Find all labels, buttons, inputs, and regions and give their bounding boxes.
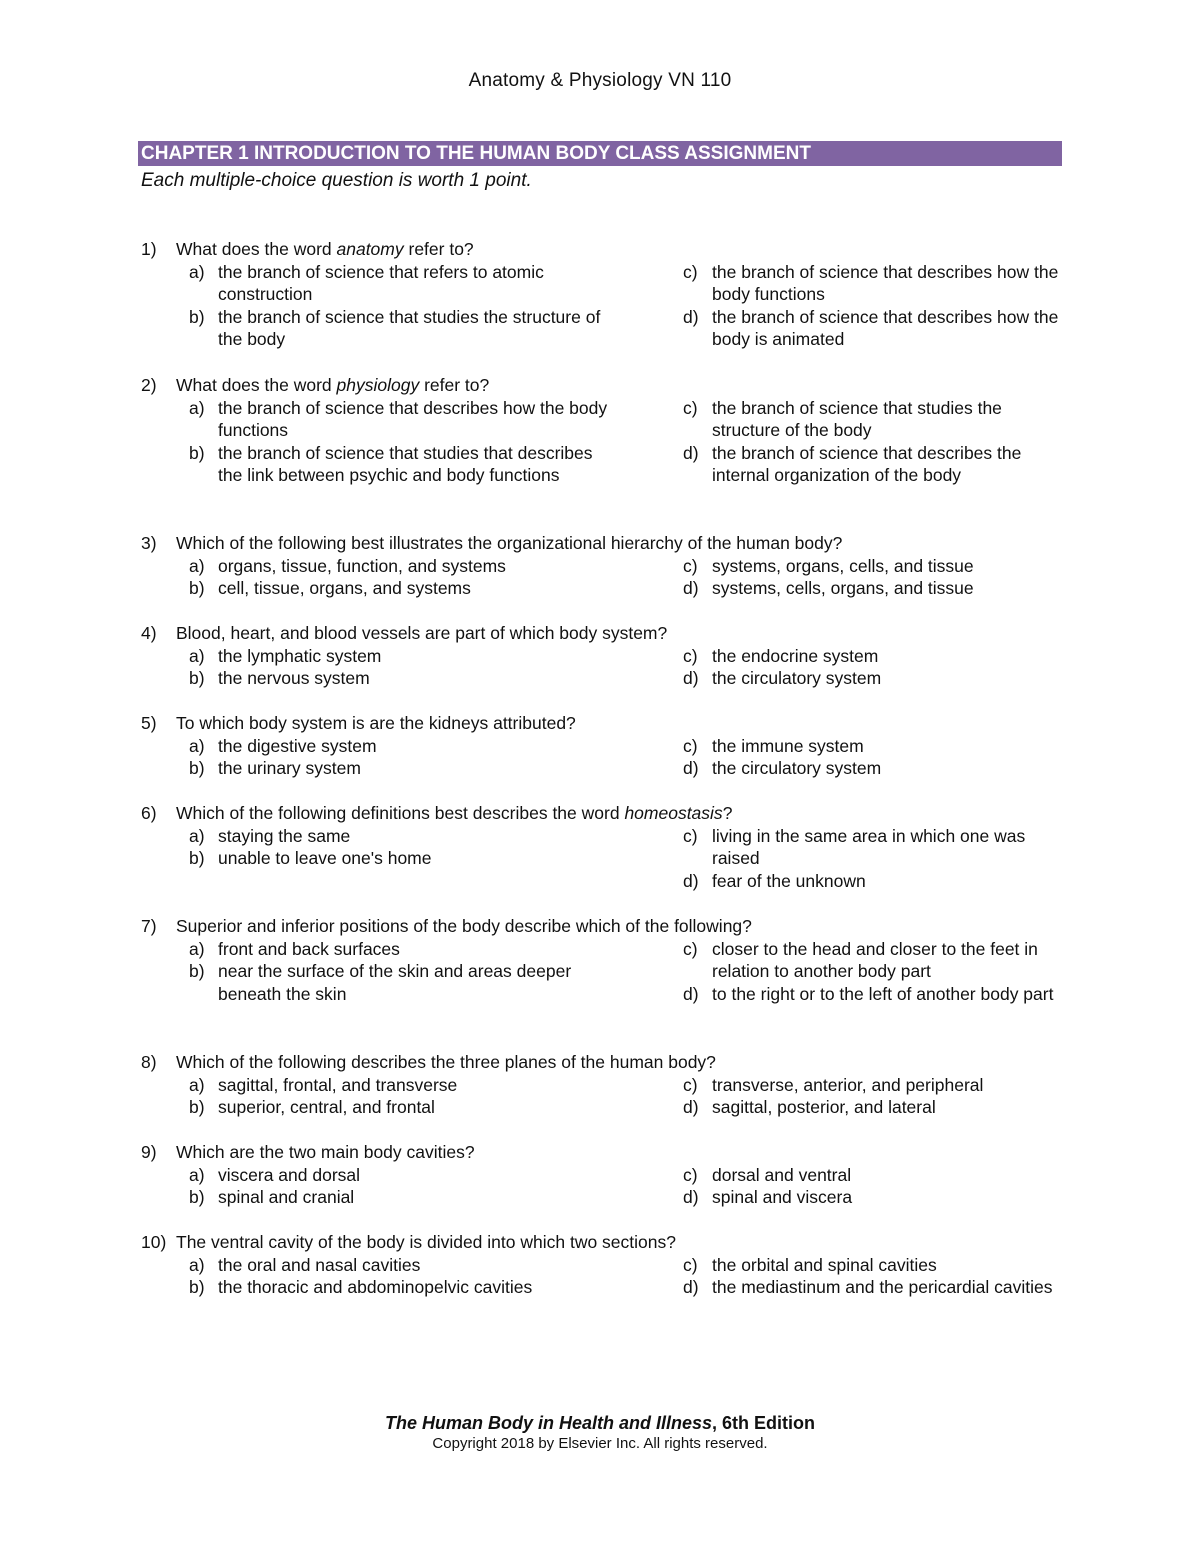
options-left-column — [189, 1074, 609, 1119]
question-number: 7) — [141, 916, 157, 936]
option-b[interactable]: b) the urinary system — [189, 758, 361, 779]
option-b[interactable]: b) the thoracic and abdominopelvic cavities — [189, 1277, 533, 1298]
option-d[interactable]: d) to the right or to the left of another body part — [683, 983, 1054, 1004]
stem-emphasis: homeostasis — [624, 803, 723, 823]
assignment-subtitle: Each multiple-choice question is worth 1 point. — [141, 170, 532, 191]
option-c[interactable]: c) the endocrine system — [683, 645, 879, 666]
option-text: cell, tissue, organs, and systems — [218, 578, 471, 599]
option-text: superior, central, and frontal — [218, 1097, 435, 1118]
question-5 — [141, 712, 1061, 779]
option-a[interactable]: a) the oral and nasal cavities — [189, 1254, 421, 1275]
question-2 — [141, 374, 1061, 486]
question-number: 4) — [141, 623, 157, 643]
options-left-column — [189, 938, 609, 1006]
question-4 — [141, 622, 1061, 689]
option-text: the urinary system — [218, 758, 361, 779]
options-left-column — [189, 735, 609, 780]
option-text: fear of the unknown — [712, 870, 866, 891]
option-text: the branch of science that studies that describes the link between psychic and body functions — [218, 442, 593, 486]
options-left-column — [189, 645, 609, 690]
option-text: the orbital and spinal cavities — [712, 1254, 937, 1275]
option-c[interactable]: c) systems, organs, cells, and tissue — [683, 555, 974, 576]
option-text: sagittal, posterior, and lateral — [712, 1097, 936, 1118]
option-text: the branch of science that describes the internal organization of the body — [712, 442, 1022, 486]
option-a[interactable]: a) organs, tissue, function, and systems — [189, 555, 506, 576]
option-text: the circulatory system — [712, 668, 882, 689]
options-right-column — [683, 1164, 1061, 1209]
option-text: the digestive system — [218, 735, 377, 756]
options-right-column — [683, 938, 1061, 1006]
option-d[interactable]: d) systems, cells, organs, and tissue — [683, 578, 974, 599]
option-b[interactable]: b) the branch of science that studies that describes the link between psychic and body functions — [189, 442, 593, 486]
page-footer — [0, 1413, 1200, 1452]
option-text: the branch of science that describes how the body functions — [712, 261, 1059, 305]
question-stem: 2) What does the word physiology refer to? — [141, 375, 490, 395]
option-text: the branch of science that describes how the body functions — [218, 397, 608, 441]
option-a[interactable]: a) staying the same — [189, 825, 351, 846]
option-a[interactable]: a) the branch of science that describes how the body functions — [189, 397, 608, 441]
option-text: spinal and viscera — [712, 1187, 853, 1208]
option-d[interactable]: d) the branch of science that describes how the body is animated — [683, 306, 1059, 350]
option-text: dorsal and ventral — [712, 1164, 852, 1185]
question-number: 6) — [141, 803, 157, 823]
options-right-column — [683, 825, 1061, 893]
options-right-column — [683, 261, 1061, 351]
question-stem: 4) Blood, heart, and blood vessels are part of which body system? — [141, 623, 668, 643]
options-right-column — [683, 555, 1061, 600]
option-text: unable to leave one's home — [218, 848, 432, 869]
page-header: Anatomy & Physiology VN 110 — [468, 70, 732, 91]
chapter-banner — [138, 141, 1062, 166]
question-number: 5) — [141, 713, 157, 733]
options-right-column — [683, 645, 1061, 690]
option-text: closer to the head and closer to the feet in relation to another body part — [712, 938, 1038, 982]
option-a[interactable]: a) viscera and dorsal — [189, 1164, 361, 1185]
options-right-column — [683, 1074, 1061, 1119]
option-text: the mediastinum and the pericardial cavities — [712, 1277, 1053, 1298]
question-9 — [141, 1141, 1061, 1208]
question-6 — [141, 802, 1061, 891]
question-7 — [141, 915, 1061, 1004]
options-right-column — [683, 1254, 1061, 1299]
stem-emphasis: physiology — [336, 375, 420, 395]
option-c[interactable]: c) transverse, anterior, and peripheral — [683, 1074, 984, 1095]
question-10 — [141, 1231, 1061, 1298]
option-b[interactable]: b) the branch of science that studies the structure of the body — [189, 306, 601, 350]
option-text: the circulatory system — [712, 758, 882, 779]
question-stem: 3) Which of the following best illustrates the organizational hierarchy of the human body? — [141, 533, 843, 553]
option-c[interactable]: c) the branch of science that describes how the body functions — [683, 261, 1059, 305]
question-number: 9) — [141, 1142, 157, 1162]
option-text: to the right or to the left of another body part — [712, 983, 1054, 1004]
question-number: 3) — [141, 533, 157, 553]
question-number: 8) — [141, 1052, 157, 1072]
footer-book-title — [0, 1413, 1200, 1434]
option-d[interactable]: d) the circulatory system — [683, 758, 882, 779]
option-text: living in the same area in which one was raised — [712, 825, 1026, 869]
option-text: the branch of science that refers to atomic construction — [218, 261, 544, 305]
question-8 — [141, 1051, 1061, 1118]
options-left-column — [189, 825, 609, 870]
option-text: systems, organs, cells, and tissue — [712, 555, 974, 576]
option-c[interactable]: c) dorsal and ventral — [683, 1164, 852, 1185]
option-text: the branch of science that describes how the body is animated — [712, 306, 1059, 350]
question-number: 2) — [141, 375, 157, 395]
option-d[interactable]: d) fear of the unknown — [683, 870, 866, 891]
option-c[interactable]: c) the immune system — [683, 735, 864, 756]
option-b[interactable]: b) spinal and cranial — [189, 1187, 355, 1208]
copyright-notice: Copyright 2018 by Elsevier Inc. All rights reserved. — [432, 1435, 768, 1452]
options-left-column — [189, 261, 609, 351]
option-c[interactable]: c) living in the same area in which one was raised — [683, 825, 1026, 869]
options-left-column — [189, 555, 609, 600]
option-b[interactable]: b) near the surface of the skin and areas deeper beneath the skin — [189, 961, 572, 1004]
option-c[interactable]: c) the branch of science that studies the structure of the body — [683, 397, 1002, 441]
option-b[interactable]: b) cell, tissue, organs, and systems — [189, 578, 471, 599]
option-d[interactable]: d) the circulatory system — [683, 668, 882, 689]
question-stem: 1) What does the word anatomy refer to? — [141, 239, 474, 259]
question-number: 1) — [141, 239, 157, 259]
options-left-column — [189, 1164, 609, 1209]
option-a[interactable]: a) sagittal, frontal, and transverse — [189, 1074, 458, 1095]
option-text: viscera and dorsal — [218, 1164, 361, 1185]
option-text: the lymphatic system — [218, 645, 382, 666]
option-text: sagittal, frontal, and transverse — [218, 1074, 458, 1095]
question-stem: 5) To which body system is are the kidneys attributed? — [141, 713, 576, 733]
options-right-column — [683, 397, 1061, 487]
option-text: the branch of science that studies the structure of the body — [218, 306, 601, 350]
option-b[interactable]: b) superior, central, and frontal — [189, 1097, 435, 1118]
options-left-column — [189, 397, 609, 487]
options-left-column — [189, 1254, 609, 1299]
stem-emphasis: anatomy — [336, 239, 404, 259]
options-right-column — [683, 735, 1061, 780]
option-a[interactable]: a) the branch of science that refers to atomic construction — [189, 261, 544, 305]
question-number: 10) — [141, 1232, 167, 1252]
question-stem: 6) Which of the following definitions best describes the word homeostasis? — [141, 803, 733, 823]
option-text: the immune system — [712, 735, 864, 756]
option-d[interactable]: d) sagittal, posterior, and lateral — [683, 1097, 936, 1118]
question-3 — [141, 532, 1061, 599]
option-b[interactable]: b) unable to leave one's home — [189, 848, 432, 869]
question-stem: 9) Which are the two main body cavities? — [141, 1142, 475, 1162]
option-text: spinal and cranial — [218, 1187, 355, 1208]
question-1 — [141, 238, 1061, 350]
option-c[interactable]: c) the orbital and spinal cavities — [683, 1254, 937, 1275]
option-d[interactable]: d) spinal and viscera — [683, 1187, 853, 1208]
book-title: The Human Body in Health and Illness — [384, 1413, 713, 1433]
option-d[interactable]: d) the mediastinum and the pericardial cavities — [683, 1277, 1053, 1298]
option-text: organs, tissue, function, and systems — [218, 555, 506, 576]
option-a[interactable]: a) the lymphatic system — [189, 645, 382, 666]
chapter-title: CHAPTER 1 INTRODUCTION TO THE HUMAN BODY CLASS ASSIGNMENT — [141, 143, 811, 164]
option-text: systems, cells, organs, and tissue — [712, 578, 974, 599]
question-stem: 10) The ventral cavity of the body is divided into which two sections? — [141, 1232, 676, 1252]
question-stem: 7) Superior and inferior positions of the body describe which of the following? — [141, 916, 752, 936]
option-text: the nervous system — [218, 668, 370, 689]
option-a[interactable]: a) the digestive system — [189, 735, 377, 756]
option-text: the endocrine system — [712, 645, 879, 666]
option-text: front and back surfaces — [218, 938, 400, 959]
option-d[interactable]: d) the branch of science that describes the internal organization of the body — [683, 442, 1022, 486]
option-text: near the surface of the skin and areas deeper beneath the skin — [218, 961, 572, 1004]
option-text: the oral and nasal cavities — [218, 1254, 421, 1275]
book-edition: , 6th Edition — [712, 1413, 816, 1433]
option-text: transverse, anterior, and peripheral — [712, 1074, 984, 1095]
option-a[interactable]: a) front and back surfaces — [189, 938, 400, 959]
option-b[interactable]: b) the nervous system — [189, 668, 370, 689]
question-stem: 8) Which of the following describes the three planes of the human body? — [141, 1052, 716, 1072]
option-text: the branch of science that studies the structure of the body — [712, 397, 1002, 441]
option-text: the thoracic and abdominopelvic cavities — [218, 1277, 533, 1298]
option-text: staying the same — [218, 825, 351, 846]
option-c[interactable]: c) closer to the head and closer to the feet in relation to another body part — [683, 938, 1038, 982]
